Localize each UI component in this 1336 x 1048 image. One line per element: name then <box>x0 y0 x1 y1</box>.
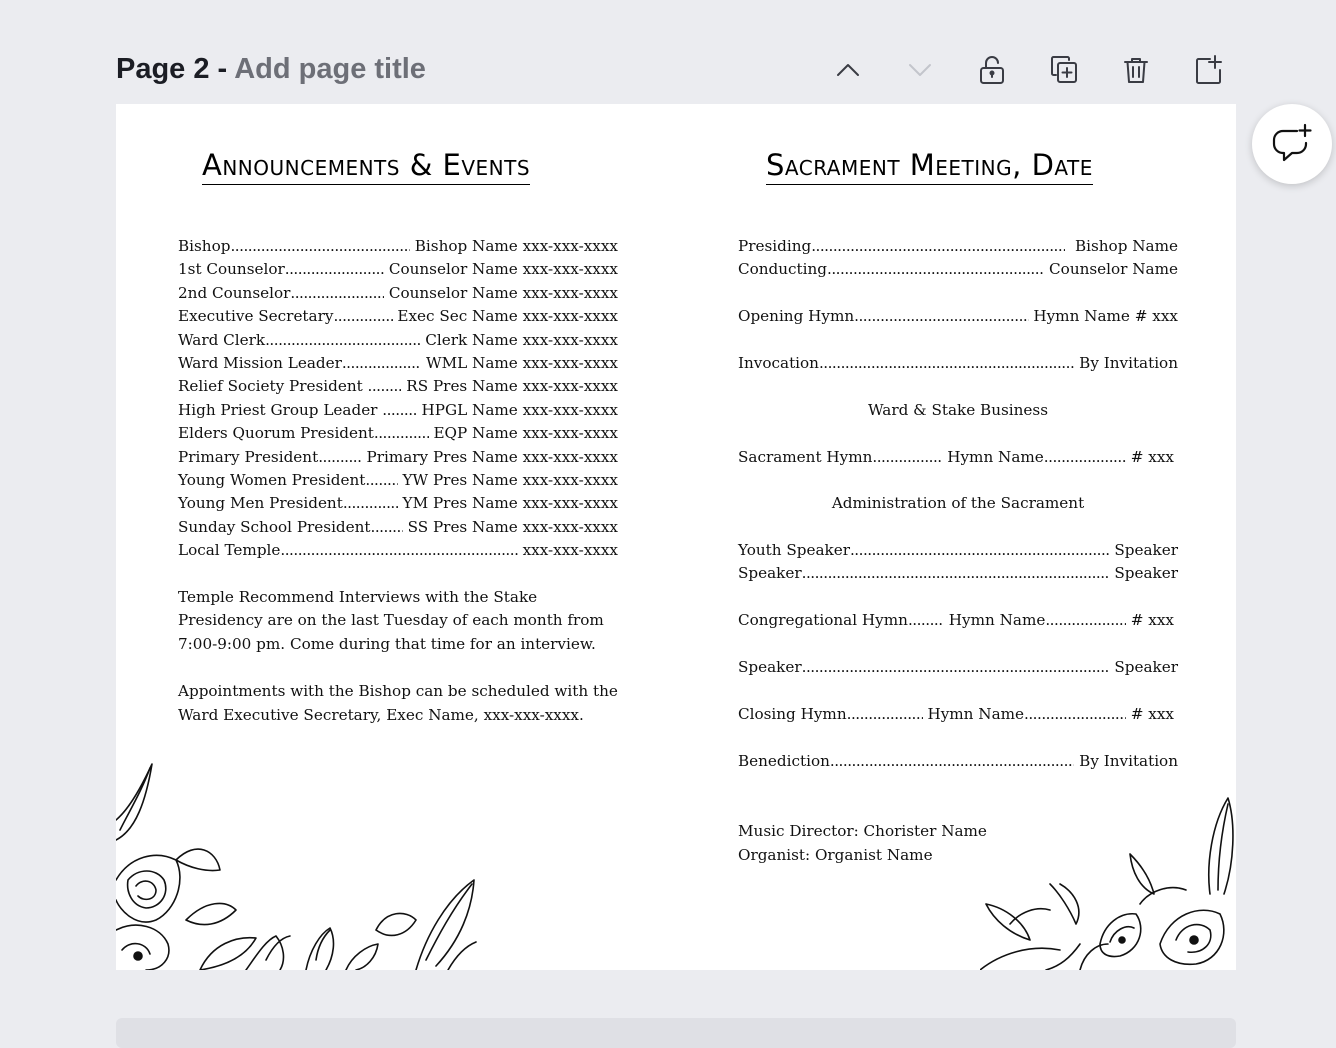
line-label: Invocation <box>738 353 819 372</box>
add-comment-button[interactable] <box>1252 104 1332 184</box>
contact-value: xxx-xxx-xxxx <box>517 541 618 560</box>
flower-icon <box>116 760 478 970</box>
line-label: Speaker <box>738 658 802 677</box>
contact-line <box>178 516 618 539</box>
contact-line <box>178 258 618 281</box>
page-title <box>116 50 426 88</box>
contact-line <box>178 399 618 422</box>
lock-page-button[interactable] <box>972 50 1012 90</box>
congregational-hymn-line <box>738 609 1178 632</box>
add-page-button[interactable] <box>1188 50 1228 90</box>
contact-label: Primary President <box>178 447 319 466</box>
contact-line <box>178 282 618 305</box>
contact-line <box>178 235 618 258</box>
contact-line <box>178 375 618 398</box>
bishop-appointments-paragraph: Appointments with the Bishop can be scheduled with the Ward Executive Secretary, Exec Name, xxx-xxx-xxxx. <box>178 682 618 724</box>
announcements-heading: Announcements & Events <box>202 148 530 185</box>
line-label: Closing Hymn <box>738 704 847 723</box>
line-value: Counselor Name <box>1044 260 1178 279</box>
flower-icon <box>980 794 1236 970</box>
line-value: Speaker <box>1109 541 1178 560</box>
line-value: Hymn Name # xxx <box>1028 307 1178 326</box>
line-label: Opening Hymn <box>738 307 855 326</box>
contact-label: Sunday School President <box>178 517 371 536</box>
contact-line <box>178 492 618 515</box>
contact-label: Executive Secretary <box>178 307 334 326</box>
contact-list <box>178 235 618 727</box>
speaker-line-2 <box>738 656 1178 679</box>
sacrament-meeting-heading: Sacrament Meeting, Date <box>766 148 1093 185</box>
contact-line <box>178 329 618 352</box>
contact-value: Counselor Name xxx-xxx-xxxx <box>384 260 618 279</box>
contact-value: YM Pres Name xxx-xxx-xxxx <box>397 494 618 513</box>
line-value: Speaker <box>1109 658 1178 677</box>
contact-label: Relief Society President <box>178 377 368 396</box>
contact-label: Young Women President <box>178 470 366 489</box>
contact-label: Ward Clerk <box>178 330 266 349</box>
contact-label: Local Temple <box>178 541 281 560</box>
contact-label: Bishop <box>178 237 231 255</box>
floral-decoration-left <box>116 760 478 970</box>
contact-line <box>178 352 618 375</box>
contact-line <box>178 305 618 328</box>
conducting-line <box>738 258 1178 281</box>
contact-line <box>178 422 618 445</box>
move-page-down-button[interactable] <box>900 50 940 90</box>
line-value: Bishop Name <box>1065 237 1178 255</box>
comment-add-icon <box>1270 122 1314 166</box>
line-label: Conducting <box>738 260 828 279</box>
contact-value: WML Name xxx-xxx-xxxx <box>421 353 618 372</box>
duplicate-icon <box>1048 54 1080 86</box>
line-value: # xxx <box>1125 704 1174 723</box>
contact-value: Primary Pres Name xxx-xxx-xxxx <box>361 447 618 466</box>
line-mid: Hymn Name <box>922 704 1025 723</box>
contact-value: HPGL Name xxx-xxx-xxxx <box>416 400 618 419</box>
contact-value: Bishop Name xxx-xxx-xxxx <box>409 237 618 255</box>
line-value: Speaker <box>1109 564 1178 583</box>
line-label: Sacrament Hymn <box>738 447 873 466</box>
line-value: By Invitation <box>1074 353 1178 372</box>
line-label: Speaker <box>738 564 802 583</box>
contact-line <box>178 446 618 469</box>
contact-label: Ward Mission Leader <box>178 353 342 372</box>
trash-icon <box>1120 54 1152 86</box>
chevron-up-icon <box>832 54 864 86</box>
invocation-line <box>738 352 1178 375</box>
contact-value: EQP Name xxx-xxx-xxxx <box>428 424 618 443</box>
move-page-up-button[interactable] <box>828 50 868 90</box>
chevron-down-icon <box>904 54 936 86</box>
contact-value: Exec Sec Name xxx-xxx-xxxx <box>392 307 618 326</box>
delete-page-button[interactable] <box>1116 50 1156 90</box>
organist-line: Organist: Organist Name <box>738 845 933 864</box>
music-director-line: Music Director: Chorister Name <box>738 822 987 841</box>
line-label: Congregational Hymn <box>738 611 908 630</box>
add-page-icon <box>1192 54 1224 86</box>
line-label: Benediction <box>738 751 830 770</box>
youth-speaker-line <box>738 539 1178 562</box>
page-title-separator: - <box>209 53 235 85</box>
contact-value: SS Pres Name xxx-xxx-xxxx <box>402 517 618 536</box>
contact-line <box>178 469 618 492</box>
document-page[interactable] <box>116 104 1236 970</box>
contact-line <box>178 539 618 562</box>
line-mid: Hymn Name <box>943 611 1046 630</box>
unlock-icon <box>976 54 1008 86</box>
line-value: By Invitation <box>1074 751 1178 770</box>
closing-hymn-line <box>738 703 1178 726</box>
speaker-line-1 <box>738 562 1178 585</box>
sacrament-hymn-line <box>738 446 1178 469</box>
contact-label: 1st Counselor <box>178 260 285 279</box>
duplicate-page-button[interactable] <box>1044 50 1084 90</box>
contact-label: Elders Quorum President <box>178 424 374 443</box>
contact-value: Clerk Name xxx-xxx-xxxx <box>420 330 618 349</box>
line-label: Youth Speaker <box>738 541 850 560</box>
administration-line: Administration of the Sacrament <box>831 494 1085 513</box>
line-label: Presiding <box>738 237 812 255</box>
line-value: # xxx <box>1125 611 1174 630</box>
contact-label: High Priest Group Leader <box>178 400 383 419</box>
line-mid: Hymn Name <box>942 447 1044 466</box>
ward-business-line: Ward & Stake Business <box>867 400 1049 419</box>
opening-hymn-line <box>738 305 1178 328</box>
floral-decoration-right <box>980 794 1236 970</box>
line-value: # xxx <box>1125 447 1174 466</box>
next-page-preview[interactable] <box>116 1018 1236 1048</box>
temple-interviews-paragraph: Temple Recommend Interviews with the Stake Presidency are on the last Tuesday of each month from 7:00-9:00 pm. Come during that time for an interview. <box>178 587 604 654</box>
page-header <box>116 46 1236 92</box>
contact-label: 2nd Counselor <box>178 283 291 302</box>
program-list <box>738 235 1178 867</box>
contact-label: Young Men President <box>178 494 343 513</box>
presiding-line <box>738 235 1178 258</box>
contact-value: Counselor Name xxx-xxx-xxxx <box>384 283 618 302</box>
contact-value: RS Pres Name xxx-xxx-xxxx <box>401 377 618 396</box>
contact-value: YW Pres Name xxx-xxx-xxxx <box>397 470 618 489</box>
page-number: Page 2 <box>116 53 210 85</box>
page-title-input[interactable]: Add page title <box>234 53 426 85</box>
benediction-line <box>738 750 1178 773</box>
